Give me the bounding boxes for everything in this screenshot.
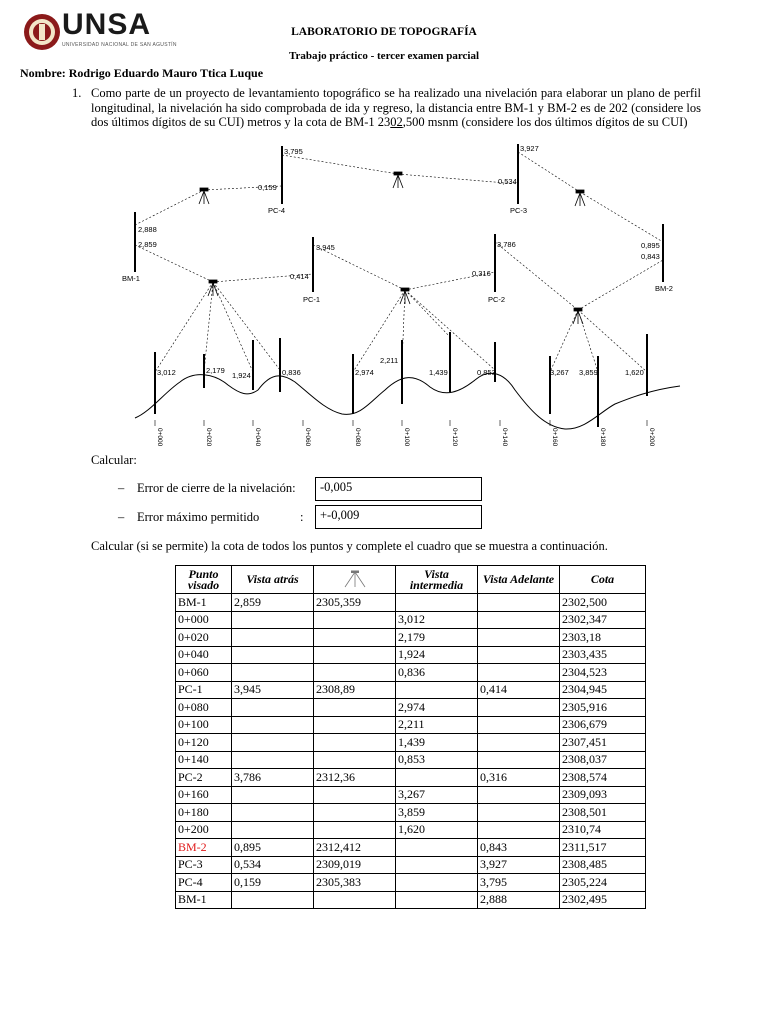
diagram-reading: 0,414: [290, 272, 309, 281]
cell-elevation: 2308,574: [560, 769, 646, 787]
max-error-field: +-0,009: [315, 505, 482, 529]
leveling-diagram: [120, 142, 685, 454]
diagram-point-label: PC-4: [268, 206, 286, 215]
cell-fore-sight: [478, 734, 560, 752]
diagram-reading: 0,534: [498, 177, 517, 186]
diagram-reading: 2,974: [355, 368, 374, 377]
cell-back-sight: [232, 716, 314, 734]
cell-point: BM-2: [176, 839, 232, 857]
cell-intermediate-sight: [396, 891, 478, 909]
cell-point: 0+020: [176, 629, 232, 647]
station-label: 0+020: [205, 428, 212, 447]
cell-intermediate-sight: [396, 681, 478, 699]
table-instruction: Calcular (si se permite) la cota de todos los puntos y complete el cuadro que se muestra a continuación.: [91, 539, 608, 553]
calculate-label: Calcular:: [91, 453, 137, 467]
station-label: 0+060: [304, 428, 311, 447]
diagram-point-label: PC-2: [488, 295, 506, 304]
diagram-reading: 1,620: [625, 368, 644, 377]
cell-back-sight: 0,895: [232, 839, 314, 857]
cell-elevation: 2304,945: [560, 681, 646, 699]
cell-elevation: 2303,435: [560, 646, 646, 664]
cell-instrument-height: 2305,359: [314, 594, 396, 612]
cell-back-sight: [232, 821, 314, 839]
cell-elevation: 2306,679: [560, 716, 646, 734]
cell-back-sight: [232, 734, 314, 752]
cell-intermediate-sight: [396, 856, 478, 874]
diagram-reading: 3,786: [497, 240, 516, 249]
station-label: 0+180: [599, 428, 606, 447]
level-instrument-icon: [343, 570, 367, 588]
leveling-table: [175, 565, 646, 909]
cell-instrument-height: [314, 734, 396, 752]
cell-point: 0+080: [176, 699, 232, 717]
cell-fore-sight: 0,316: [478, 769, 560, 787]
diagram-reading: 3,795: [284, 147, 303, 156]
tripod-icon: [199, 188, 209, 204]
question-text: [91, 86, 701, 130]
cell-instrument-height: [314, 751, 396, 769]
table-row: [176, 699, 646, 717]
diagram-reading: 0,836: [282, 368, 301, 377]
cell-back-sight: 3,945: [232, 681, 314, 699]
tripod-icon: [575, 190, 585, 206]
cell-intermediate-sight: [396, 839, 478, 857]
cell-back-sight: [232, 699, 314, 717]
question-text-part-a: Como parte de un proyecto de levantamiento topográfico se ha realizado una nivelación para elaborar un plano de perfil longitudinal, la nivelación ha sido comprobada de ida y regreso, la distancia entre BM-1 y BM-2 es de 202 (considere los dos últimos dígitos de su CUI) metros y la cota de BM-1 23: [91, 86, 701, 129]
cell-instrument-height: 2305,383: [314, 874, 396, 892]
station-axis: [155, 420, 655, 447]
cell-back-sight: [232, 629, 314, 647]
diagram-reading: 0,159: [258, 183, 277, 192]
cell-elevation: 2308,501: [560, 804, 646, 822]
cell-point: 0+200: [176, 821, 232, 839]
cell-point: PC-1: [176, 681, 232, 699]
cell-elevation: 2304,523: [560, 664, 646, 682]
cell-intermediate-sight: 3,267: [396, 786, 478, 804]
header-back-sight: Vista atrás: [232, 566, 314, 594]
tripod-icon: [208, 280, 218, 296]
header-point: Punto visado: [176, 566, 232, 594]
page-title: LABORATORIO DE TOPOGRAFÍA: [291, 26, 477, 38]
cell-intermediate-sight: 0,836: [396, 664, 478, 682]
diagram-reading: 0,895: [641, 241, 660, 250]
cell-point: PC-3: [176, 856, 232, 874]
cell-point: 0+060: [176, 664, 232, 682]
cell-elevation: 2307,451: [560, 734, 646, 752]
diagram-reading: 0,316: [472, 269, 491, 278]
tripod-icon: [393, 172, 403, 188]
max-error-label: Error máximo permitido: [137, 510, 260, 524]
table-row: [176, 804, 646, 822]
station-label: 0+000: [156, 428, 163, 447]
diagram-reading: 1,924: [232, 371, 251, 380]
cell-fore-sight: [478, 646, 560, 664]
cell-back-sight: 0,534: [232, 856, 314, 874]
cell-instrument-height: 2308,89: [314, 681, 396, 699]
point-labels: [122, 206, 673, 304]
cell-point: PC-4: [176, 874, 232, 892]
cell-intermediate-sight: 2,211: [396, 716, 478, 734]
question-text-underlined: 02: [390, 115, 403, 129]
cell-fore-sight: 3,927: [478, 856, 560, 874]
cell-fore-sight: [478, 699, 560, 717]
table-row: [176, 611, 646, 629]
cell-instrument-height: [314, 716, 396, 734]
station-label: 0+200: [648, 428, 655, 447]
cell-intermediate-sight: 0,853: [396, 751, 478, 769]
diagram-reading: 2,888: [138, 225, 157, 234]
cell-back-sight: 0,159: [232, 874, 314, 892]
table-row: [176, 839, 646, 857]
cell-fore-sight: [478, 804, 560, 822]
cell-back-sight: [232, 786, 314, 804]
cell-intermediate-sight: 1,924: [396, 646, 478, 664]
logo-text: UNSA: [62, 8, 152, 41]
header-instrument-height: [314, 566, 396, 594]
cell-instrument-height: 2312,412: [314, 839, 396, 857]
cell-instrument-height: [314, 646, 396, 664]
diagram-reading: 2,211: [380, 356, 399, 365]
cell-fore-sight: [478, 751, 560, 769]
cell-point: 0+040: [176, 646, 232, 664]
diagram-reading: 3,012: [157, 368, 176, 377]
table-row: [176, 874, 646, 892]
station-label: 0+040: [254, 428, 261, 447]
table-row: [176, 629, 646, 647]
cell-instrument-height: [314, 629, 396, 647]
cell-elevation: 2302,347: [560, 611, 646, 629]
station-label: 0+160: [551, 428, 558, 447]
cell-fore-sight: [478, 786, 560, 804]
cell-point: 0+160: [176, 786, 232, 804]
diagram-reading: 3,927: [520, 144, 539, 153]
bullet-dash: –: [118, 510, 125, 524]
reading-labels: [138, 144, 660, 380]
station-label: 0+100: [403, 428, 410, 447]
diagram-reading: 0,853: [477, 368, 496, 377]
diagram-reading: 2,859: [138, 240, 157, 249]
cell-intermediate-sight: 3,859: [396, 804, 478, 822]
cell-back-sight: [232, 646, 314, 664]
sight-lines: [135, 152, 663, 372]
table-row: [176, 716, 646, 734]
cell-intermediate-sight: [396, 594, 478, 612]
cell-back-sight: [232, 664, 314, 682]
cell-instrument-height: [314, 821, 396, 839]
cell-intermediate-sight: 2,179: [396, 629, 478, 647]
closure-error-label: Error de cierre de la nivelación:: [137, 481, 296, 495]
header-fore-sight: Vista Adelante: [478, 566, 560, 594]
diagram-reading: 3,859: [579, 368, 598, 377]
cell-elevation: 2308,485: [560, 856, 646, 874]
diagram-reading: 3,945: [316, 243, 335, 252]
cell-fore-sight: [478, 629, 560, 647]
cell-instrument-height: 2309,019: [314, 856, 396, 874]
cell-intermediate-sight: [396, 769, 478, 787]
diagram-point-label: PC-3: [510, 206, 528, 215]
cell-point: BM-1: [176, 891, 232, 909]
cell-instrument-height: [314, 611, 396, 629]
table-row: [176, 769, 646, 787]
table-row: [176, 646, 646, 664]
table-row: [176, 664, 646, 682]
cell-instrument-height: [314, 664, 396, 682]
diagram-reading: 0,843: [641, 252, 660, 261]
cell-back-sight: [232, 751, 314, 769]
cell-fore-sight: 3,795: [478, 874, 560, 892]
bullet-dash: –: [118, 481, 125, 495]
logo-subtitle: UNIVERSIDAD NACIONAL DE SAN AGUSTÍN: [62, 42, 177, 48]
cell-point: BM-1: [176, 594, 232, 612]
question-number: 1.: [72, 86, 82, 100]
cell-fore-sight: 0,843: [478, 839, 560, 857]
cell-elevation: 2308,037: [560, 751, 646, 769]
cell-elevation: 2303,18: [560, 629, 646, 647]
cell-point: 0+120: [176, 734, 232, 752]
diagram-point-label: BM-2: [655, 284, 673, 293]
student-name: Nombre: Rodrigo Eduardo Mauro Ttica Luque: [20, 66, 264, 80]
cell-intermediate-sight: 2,974: [396, 699, 478, 717]
header-intermediate-sight: Vista intermedia: [396, 566, 478, 594]
diagram-point-label: PC-1: [303, 295, 321, 304]
cell-fore-sight: [478, 594, 560, 612]
cell-intermediate-sight: 1,620: [396, 821, 478, 839]
level-instruments: [199, 172, 585, 324]
cell-fore-sight: [478, 821, 560, 839]
cell-elevation: 2302,495: [560, 891, 646, 909]
cell-fore-sight: [478, 664, 560, 682]
cell-back-sight: 3,786: [232, 769, 314, 787]
diagram-point-label: BM-1: [122, 274, 140, 283]
cell-instrument-height: 2312,36: [314, 769, 396, 787]
tripod-icon: [400, 288, 410, 304]
cell-elevation: 2309,093: [560, 786, 646, 804]
table-header-row: [176, 566, 646, 594]
cell-instrument-height: [314, 891, 396, 909]
diagram-reading: 1,439: [429, 368, 448, 377]
closure-error-field: -0,005: [315, 477, 482, 501]
diagram-reading: 2,179: [206, 366, 225, 375]
cell-elevation: 2310,74: [560, 821, 646, 839]
station-label: 0+080: [354, 428, 361, 447]
cell-intermediate-sight: 1,439: [396, 734, 478, 752]
cell-point: PC-2: [176, 769, 232, 787]
cell-elevation: 2305,224: [560, 874, 646, 892]
table-row: [176, 856, 646, 874]
cell-point: 0+100: [176, 716, 232, 734]
table-row: [176, 891, 646, 909]
table-row: [176, 734, 646, 752]
table-row: [176, 681, 646, 699]
cell-instrument-height: [314, 804, 396, 822]
cell-back-sight: 2,859: [232, 594, 314, 612]
header-elevation: Cota: [560, 566, 646, 594]
cell-fore-sight: [478, 611, 560, 629]
cell-intermediate-sight: [396, 874, 478, 892]
cell-instrument-height: [314, 699, 396, 717]
cell-back-sight: [232, 611, 314, 629]
cell-intermediate-sight: 3,012: [396, 611, 478, 629]
cell-elevation: 2305,916: [560, 699, 646, 717]
station-label: 0+140: [501, 428, 508, 447]
cell-back-sight: [232, 891, 314, 909]
cell-point: 0+180: [176, 804, 232, 822]
question-text-part-b: ,500 msnm (considere los dos últimos dígitos de su CUI): [402, 115, 688, 129]
cell-back-sight: [232, 804, 314, 822]
cell-instrument-height: [314, 786, 396, 804]
cell-elevation: 2311,517: [560, 839, 646, 857]
table-row: [176, 594, 646, 612]
cell-point: 0+000: [176, 611, 232, 629]
table-row: [176, 751, 646, 769]
cell-fore-sight: 0,414: [478, 681, 560, 699]
max-error-colon: :: [300, 510, 304, 524]
page-subtitle: Trabajo práctico - tercer examen parcial: [288, 50, 480, 62]
diagram-reading: 3,267: [550, 368, 569, 377]
station-label: 0+120: [451, 428, 458, 447]
cell-elevation: 2302,500: [560, 594, 646, 612]
table-row: [176, 786, 646, 804]
cell-point: 0+140: [176, 751, 232, 769]
cell-fore-sight: 2,888: [478, 891, 560, 909]
cell-fore-sight: [478, 716, 560, 734]
table-row: [176, 821, 646, 839]
